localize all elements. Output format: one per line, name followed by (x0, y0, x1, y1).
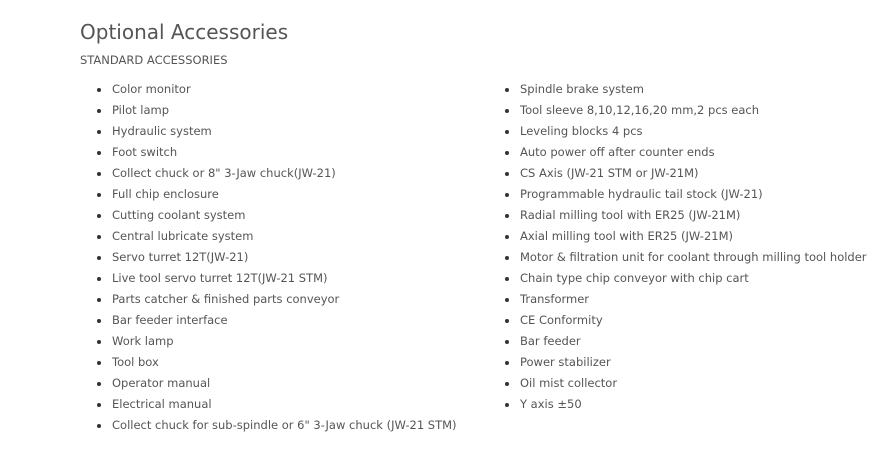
list-item: Full chip enclosure (97, 184, 457, 205)
section-subtitle: STANDARD ACCESSORIES (80, 53, 228, 67)
list-item: Operator manual (97, 373, 457, 394)
list-item: CS Axis (JW-21 STM or JW-21M) (505, 163, 867, 184)
list-item: Live tool servo turret 12T(JW-21 STM) (97, 268, 457, 289)
list-item: Cutting coolant system (97, 205, 457, 226)
list-item: Collect chuck for sub-spindle or 6" 3-Jaw chuck (JW-21 STM) (97, 415, 457, 436)
list-item: Tool box (97, 352, 457, 373)
list-item: Collect chuck or 8" 3-Jaw chuck(JW-21) (97, 163, 457, 184)
list-item: Hydraulic system (97, 121, 457, 142)
list-item: Bar feeder (505, 331, 867, 352)
list-item: Spindle brake system (505, 79, 867, 100)
list-item: Motor & filtration unit for coolant through milling tool holder (505, 247, 867, 268)
list-item: Programmable hydraulic tail stock (JW-21) (505, 184, 867, 205)
list-item: Pilot lamp (97, 100, 457, 121)
list-item: CE Conformity (505, 310, 867, 331)
page-title: Optional Accessories (80, 20, 289, 44)
list-item: Radial milling tool with ER25 (JW-21M) (505, 205, 867, 226)
list-item: Electrical manual (97, 394, 457, 415)
list-item: Y axis ±50 (505, 394, 867, 415)
list-item: Chain type chip conveyor with chip cart (505, 268, 867, 289)
list-item: Auto power off after counter ends (505, 142, 867, 163)
list-item: Parts catcher & finished parts conveyor (97, 289, 457, 310)
accessories-list-left (97, 79, 457, 436)
list-item: Work lamp (97, 331, 457, 352)
list-item: Leveling blocks 4 pcs (505, 121, 867, 142)
accessories-list-right (505, 79, 867, 415)
list-item: Color monitor (97, 79, 457, 100)
list-item: Axial milling tool with ER25 (JW-21M) (505, 226, 867, 247)
list-item: Foot switch (97, 142, 457, 163)
list-item: Servo turret 12T(JW-21) (97, 247, 457, 268)
list-item: Bar feeder interface (97, 310, 457, 331)
list-item: Transformer (505, 289, 867, 310)
list-item: Power stabilizer (505, 352, 867, 373)
list-item: Central lubricate system (97, 226, 457, 247)
list-item: Oil mist collector (505, 373, 867, 394)
list-item: Tool sleeve 8,10,12,16,20 mm,2 pcs each (505, 100, 867, 121)
